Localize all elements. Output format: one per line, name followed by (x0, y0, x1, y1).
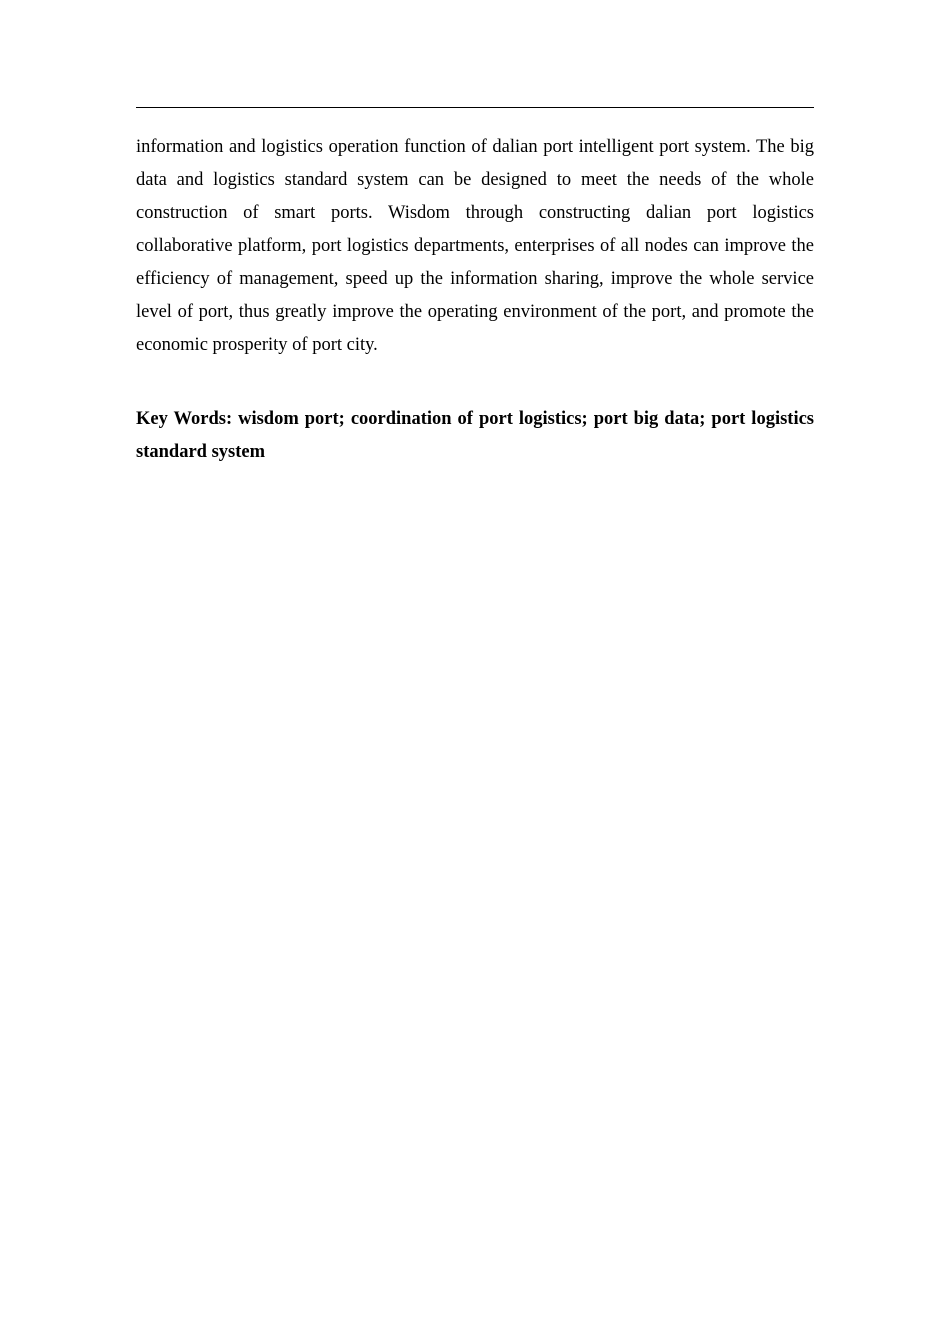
abstract-paragraph: information and logistics operation function of dalian port intelligent port system. The big data and logistics standard system can be designed to meet the needs of the whole construction of smart ports. Wisdom through constructing dalian port logistics collaborative platform, port logistics departments, enterprises of all nodes can improve the efficiency of management, speed up the information sharing, improve the whole service level of port, thus greatly improve the operating environment of the port, and promote the economic prosperity of port city. (136, 137, 814, 355)
header-rule (136, 107, 814, 108)
keywords-paragraph: Key Words: wisdom port; coordination of port logistics; port big data; port logistics standard system (136, 409, 814, 462)
